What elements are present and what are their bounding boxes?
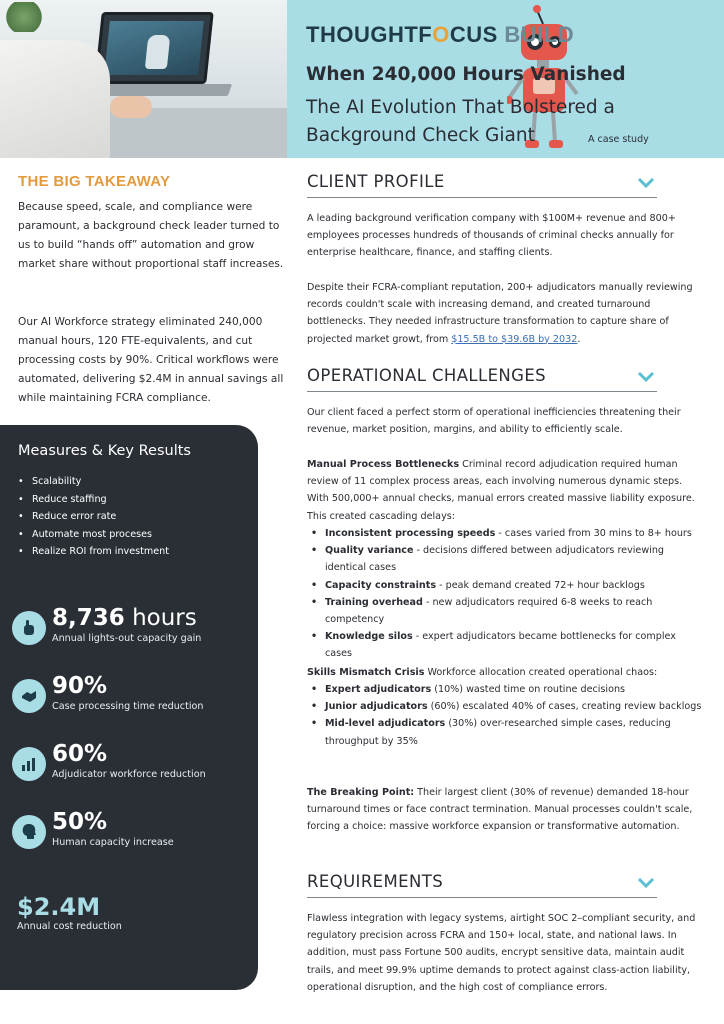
photo-laptop [94,12,214,84]
brand-o: O [432,22,450,47]
stat-label: Case processing time reduction [52,701,204,712]
stat-label: Human capacity increase [52,837,174,848]
section-divider [307,197,657,198]
stat-human-capacity [12,809,252,853]
measures-item: • Realize ROI from investment [18,543,169,561]
market-growth-link[interactable]: $15.5B to $39.6B by 2032 [451,333,578,345]
page-title: When 240,000 Hours Vanished [306,64,626,85]
challenges-intro: Our client faced a perfect storm of operational inefficiencies threatening their revenue, market position, margins, and ability to efficiently scale. [307,407,681,436]
stat-value: 90% [52,673,108,699]
laptop-screen [104,21,204,75]
stat-label: Adjudicator workforce reduction [52,769,206,780]
list-item-text: - peak demand created 72+ hour backlogs [436,579,645,591]
stat-processing-time [12,673,252,717]
stat-value: 60% [52,741,108,767]
list-item-text: (10%) wasted time on routine decisions [431,684,626,695]
list-item-bold: Training overhead [325,596,423,608]
list-item [307,542,703,576]
list-item [307,628,703,662]
list-item-bold: Quality variance [325,545,414,557]
measures-item: • Automate most proceses [18,526,169,544]
list-item [307,681,703,698]
client-profile-text-end: . [577,333,581,345]
list-item [307,577,703,594]
measures-heading: Measures & Key Results [18,443,191,459]
stat-label: Annual lights-out capacity gain [52,633,202,644]
list-item-text: - expert adjudicators became bottlenecks for complex cases [325,631,676,660]
brand-rest: CUS [449,22,498,47]
section-divider [307,897,657,898]
takeaway-heading: THE BIG TAKEAWAY [18,173,171,190]
list-item-text: (30%) over-researched simple cases, reducing throughput by 35% [325,718,671,747]
skills-list [307,681,703,750]
list-item-bold: Mid-level adjudicators [325,718,446,730]
photo-person-sleeve [0,40,110,158]
requirements-paragraph: Flawless integration with legacy systems, airtight SOC 2–compliant security, and regulatory precision across FCRA and 150+ local, state, and national laws. In addition, must pass Fortune 500 audits, encrypt sensitive data, maintain audit trails, and meet 99.9% uptime demands to protect against class-action liability, operational disruption, and the high cost of compliance errors. [307,913,696,993]
chevron-down-icon[interactable] [636,370,656,384]
results-panel [0,425,258,990]
breaking-point-paragraph [307,784,703,836]
list-item-bold: Capacity constraints [325,579,437,591]
bar-chart-icon [12,747,46,781]
hand-icon [12,611,46,645]
photo-plant [4,2,44,32]
photo-person-hand [110,96,152,118]
header-photo [0,0,287,158]
list-item-text: - cases varied from 30 mins to 8+ hours [495,528,692,539]
list-item-text: - decisions differed between adjudicators reviewing identical cases [325,545,665,574]
stat-value: 50% [52,809,108,835]
bottleneck-text: Criminal record adjudication required human review of 11 complex process areas, each involving numerous dynamic steps. With 500,000+ annual checks, manual errors created massive liability exposure. This created cascading delays: [307,459,695,522]
head-icon [12,815,46,849]
chevron-down-icon[interactable] [636,176,656,190]
measures-item: • Scalability [18,473,169,491]
requirements-heading: REQUIREMENTS [307,872,444,891]
client-profile-heading: CLIENT PROFILE [307,172,445,191]
challenges-heading: OPERATIONAL CHALLENGES [307,366,547,385]
skills-text: Workforce allocation created operational chaos: [424,667,658,678]
chevron-down-icon[interactable] [636,876,656,890]
list-item [307,698,703,715]
savings-value: $2.4M [17,893,101,921]
list-item-bold: Expert adjudicators [325,684,432,695]
skills-title: Skills Mismatch Crisis [307,667,425,678]
brand-logo [306,22,574,48]
breaking-point-title: The Breaking Point: [307,787,415,798]
stat-value-number: 8,736 [52,605,125,631]
list-item-bold: Knowledge silos [325,631,413,643]
list-item [307,525,703,542]
screen-robot [145,35,171,69]
brand-build: BUILD [504,22,575,47]
takeaway-paragraph-1: Because speed, scale, and compliance were paramount, a background check leader turned to us to build “hands off” automation and grow market share without proportional staff increases. [18,201,284,270]
savings-label: Annual cost reduction [17,921,122,932]
measures-item: • Reduce error rate [18,508,169,526]
bottleneck-title: Manual Process Bottlenecks [307,459,460,470]
page-subtitle: The AI Evolution That Bolstered a Background Check Giant [306,97,615,146]
breaking-point-text: Their largest client (30% of revenue) demanded 18-hour turnaround times or face contract termination. Manual processes couldn't scale, forcing a choice: massive workforce expansion or transformative automation. [307,787,693,833]
list-item [307,715,703,749]
section-divider [307,391,657,392]
stat-workforce [12,741,252,785]
list-item [307,594,703,628]
list-item-bold: Inconsistent processing speeds [325,528,496,539]
case-study-label: A case study [588,134,649,145]
stat-value [52,605,197,631]
bottleneck-paragraph [307,456,703,525]
handshake-icon [12,679,46,713]
measures-list [18,473,169,561]
measures-item: • Reduce staffing [18,491,169,509]
client-profile-paragraph-2 [307,279,703,348]
takeaway-paragraph-2: Our AI Workforce strategy eliminated 240,000 manual hours, 120 FTE-equivalents, and cut processing costs by 90%. Critical workflows were automated, delivering $2.4M in annual savings all while maintaining FCRA compliance. [18,316,284,404]
client-profile-text: Despite their FCRA-compliant reputation, 200+ adjudicators manually reviewing records couldn't scale with increasing demand, and created turnaround bottlenecks. They needed infrastructure transformation to capture share of projected market growt, from [307,282,693,345]
brand-main: THOUGHTF [306,22,433,47]
list-item-bold: Junior adjudicators [325,701,428,713]
skills-paragraph [307,664,703,681]
list-item-text: (60%) escalated 40% of cases, creating review backlogs [427,701,702,713]
client-profile-paragraph-1: A leading background verification company with $100M+ revenue and 800+ employees processes hundreds of thousands of criminal checks annually for enterprise healthcare, finance, and staffing clients. [307,213,676,259]
list-item-text: - new adjudicators required 6-8 weeks to reach competency [325,596,653,626]
stat-value-unit: hours [124,605,197,631]
bottleneck-list [307,525,703,663]
stat-capacity-gain [12,605,252,649]
